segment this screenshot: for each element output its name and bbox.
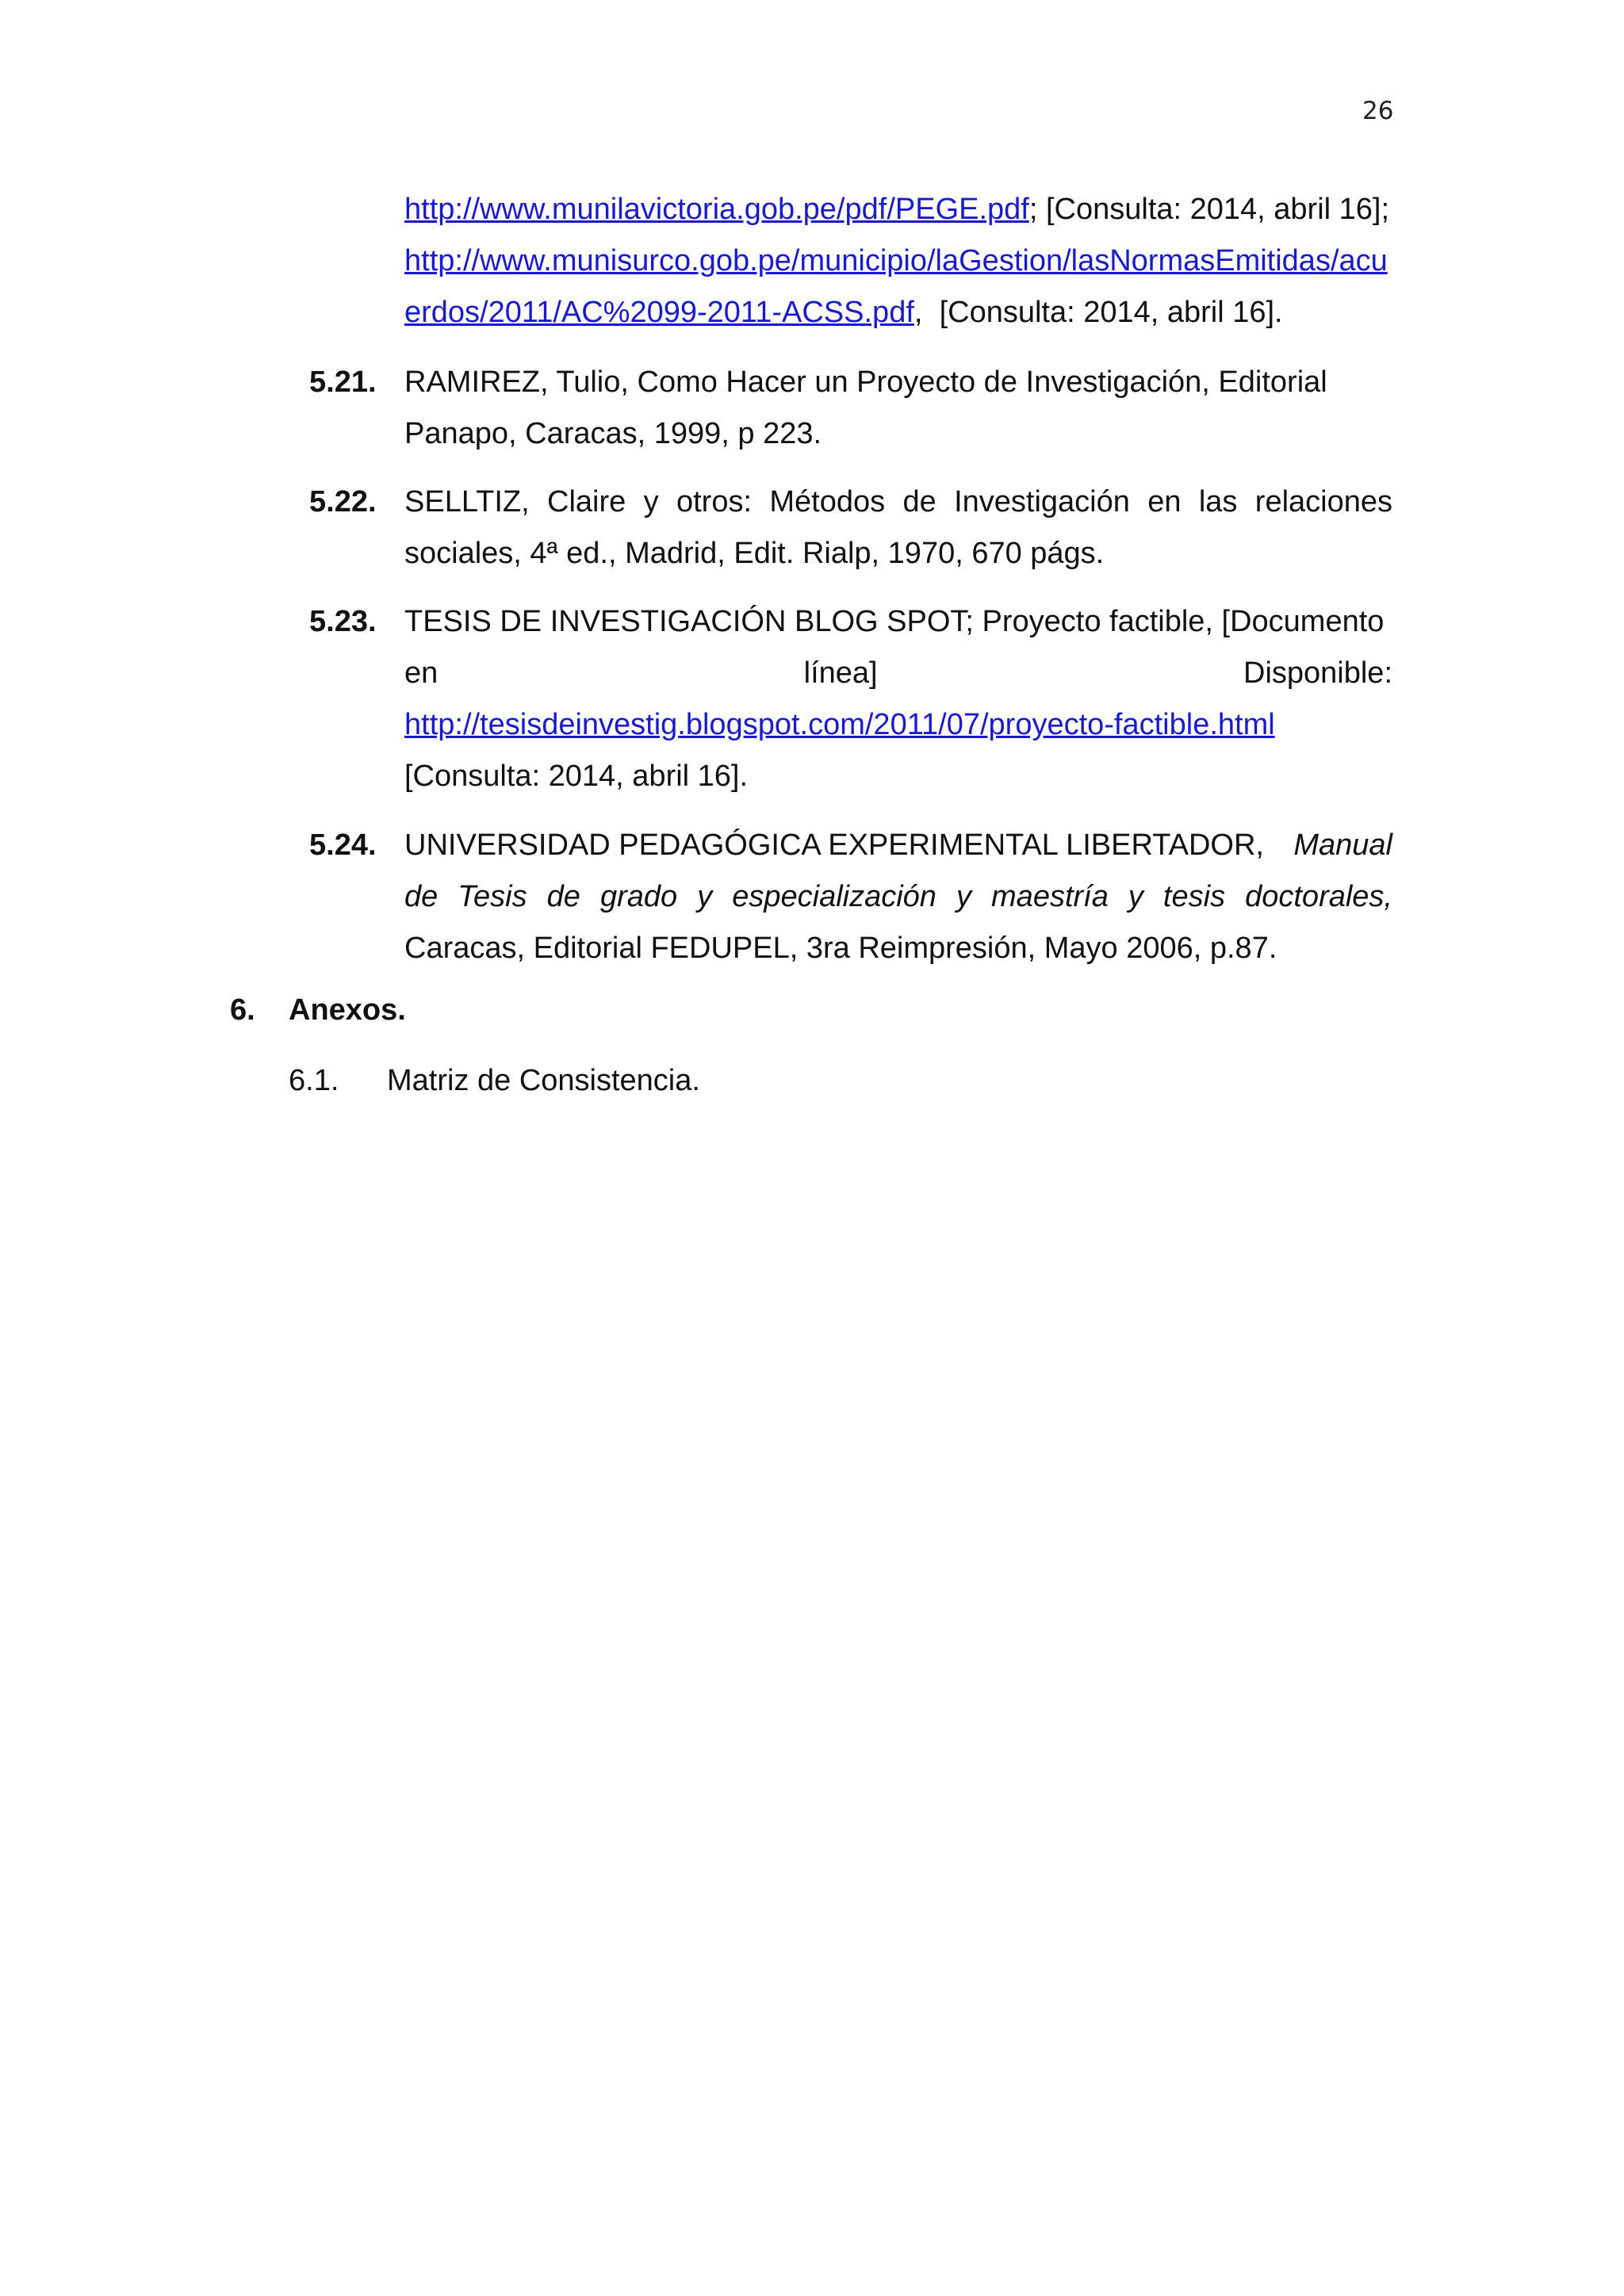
ref-line: SELLTIZ, Claire y otros: Métodos de Investigación en las relaciones (404, 485, 1392, 519)
reference-link[interactable]: http://www.munilavictoria.gob.pe/pdf/PEGE.pdf (404, 193, 1029, 226)
ref-line (404, 699, 1392, 751)
ref-text: , [Consulta: 2014, abril 16]. (914, 296, 1283, 329)
reference-link[interactable]: http://www.munisurco.gob.pe/municipio/laGestion/lasNormasEmitidas/acu (404, 244, 1388, 277)
section-title: Anexos. (289, 993, 406, 1027)
ref-line: TESIS DE INVESTIGACIÓN BLOG SPOT; Proyecto factible, [Documento (404, 605, 1385, 638)
ref-line (404, 235, 1392, 287)
subsection-title: Matriz de Consistencia. (387, 1064, 700, 1097)
reference-continuation (404, 184, 1392, 339)
ref-italic-text: Manual (1293, 828, 1392, 862)
reference-link[interactable]: erdos/2011/AC%2099-2011-ACSS.pdf (404, 296, 914, 329)
ref-line (404, 648, 1392, 699)
reference-number: 5.21. (309, 365, 377, 399)
ref-text: ; [Consulta: 2014, abril 16]; (1028, 193, 1390, 226)
ref-italic-text: de Tesis de grado y especialización y maestría y tesis doctorales, (404, 880, 1392, 913)
reference-item (309, 820, 1392, 974)
ref-word: línea] (803, 656, 878, 690)
reference-number: 5.24. (309, 828, 377, 862)
reference-item (309, 476, 1392, 580)
ref-word: en (404, 656, 439, 690)
reference-item (309, 596, 1392, 802)
ref-line: Caracas, Editorial FEDUPEL, 3ra Reimpresión, Mayo 2006, p.87. (404, 932, 1277, 965)
reference-link[interactable]: http://tesisdeinvestig.blogspot.com/2011/07/proyecto-factible.html (404, 708, 1275, 741)
page-number: 26 (1362, 97, 1394, 125)
section-number: 6. (230, 993, 255, 1027)
ref-line: Panapo, Caracas, 1999, p 223. (404, 417, 822, 450)
ref-line (404, 287, 1392, 339)
ref-line: [Consulta: 2014, abril 16]. (404, 760, 749, 793)
subsection-heading (289, 1064, 700, 1098)
ref-line: sociales, 4ª ed., Madrid, Edit. Rialp, 1970, 670 págs. (404, 537, 1105, 570)
ref-line-content (404, 184, 1389, 235)
subsection-number: 6.1. (289, 1064, 339, 1097)
ref-text: UNIVERSIDAD PEDAGÓGICA EXPERIMENTAL LIBERTADOR, (404, 828, 1264, 862)
reference-item (309, 357, 1392, 460)
reference-number: 5.22. (309, 485, 377, 519)
reference-number: 5.23. (309, 605, 377, 638)
ref-line (404, 820, 1392, 871)
ref-line (404, 357, 1392, 408)
ref-word: Disponible: (1243, 656, 1392, 690)
section-heading (230, 993, 406, 1027)
ref-line (404, 184, 1392, 235)
ref-line (404, 871, 1392, 923)
ref-text: RAMIREZ, Tulio, Como Hacer un Proyecto de Investigación, Editorial (404, 365, 1327, 399)
